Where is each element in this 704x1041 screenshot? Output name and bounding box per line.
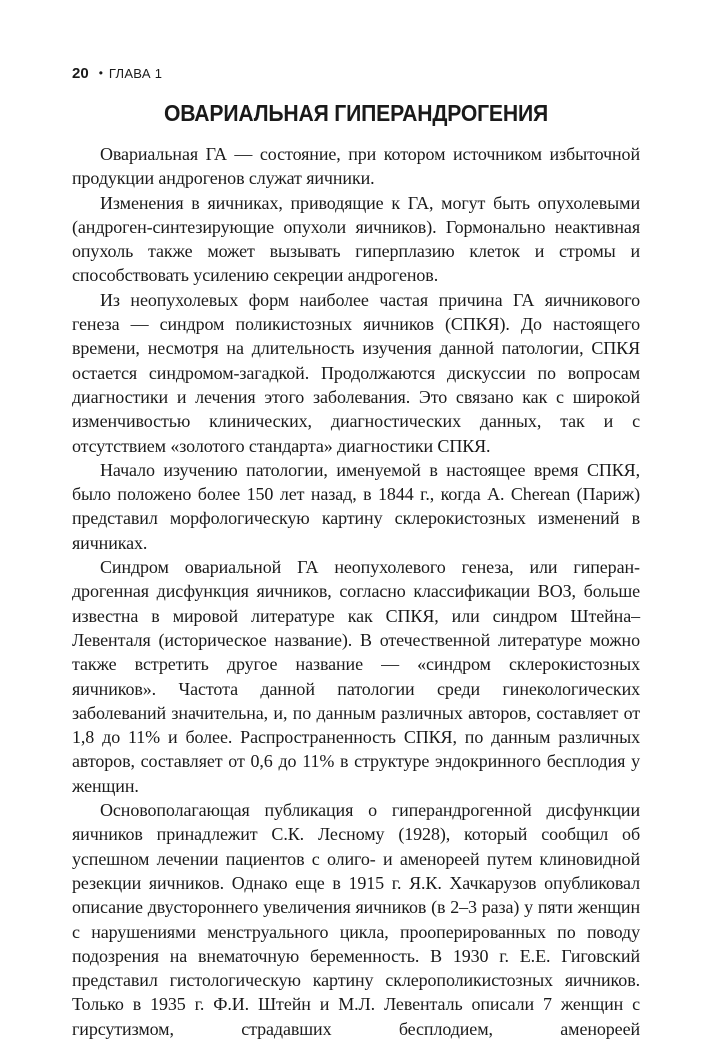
paragraph: Начало изучению патологии, именуемой в настоящее время СПКЯ, было положено более 150 лет назад, в 1844 г., когда A. Cherean (Париж) представил морфологическую картину склерокистозных изменений в яичниках. (72, 459, 640, 553)
paragraph: Овариальная ГА — состояние, при котором источником избыточной продукции андрогенов служат яичники. (72, 144, 640, 189)
chapter-label: ГЛАВА 1 (108, 66, 163, 81)
bullet-separator: • (98, 66, 103, 80)
paragraph: Синдром овариальной ГА неопухолевого генеза, или гиперандрогенная дисфункция яичников, согласно классификации ВОЗ, больше известна в мировой литературе как СПКЯ, или синдром Штейна–Левенталя (историческое название). В отечественной литературе можно также встретить другое название — «синдром склерокистозных яичников». Частота данной патологии среди гинекологических заболеваний значительна, и, по данным различных авторов, составляет от 1,8 до 11% и более. Распространенность СПКЯ, по данным различных авторов, составляет от 0,6 до 11% в структуре эндокринного бесплодия у женщин. (72, 557, 640, 796)
paragraph: Изменения в яичниках, приводящие к ГА, могут быть опухолевыми (андроген-синтезирующие опухоли яичников). Гормонально неактивная опухоль также может вызывать гиперплазию клеток и стромы и способствовать усилению секреции андрогенов. (72, 192, 640, 286)
running-head (72, 64, 162, 83)
body-text (72, 142, 640, 1041)
paragraph: Из неопухолевых форм наиболее частая причина ГА яичникового генеза — синдром поликистозных яичников (СПКЯ). До настоящего времени, несмотря на длительность изучения данной патологии, СПКЯ остается синдромом-загадкой. Продолжаются дискуссии по вопросам диагностики и лечения этого заболевания. Это связано как с широкой изменчивостью клинических, диагностических данных, так и с отсутствием «золотого стандарта» диагностики СПКЯ. (72, 289, 640, 456)
paragraph: Основополагающая публикация о гиперандрогенной дисфункции яичников принадлежит С.К. Лесному (1928), который сообщил об успешном лечении пациентов с олиго- и аменореей путем клиновидной резекции яичников. Однако еще в 1915 г. Я.К. Хачкарузов опубликовал описание двустороннего увеличения яичников (в 2–3 раза) у пяти женщин с нарушениями менструального цикла, прооперированных по поводу подозрения на внематочную беременность. В 1930 г. Е.Е. Гиговский представил гистологическую картину склерополикистозных яичников. Только в 1935 г. Ф.И. Штейн и М.Л. Левенталь описали 7 женщин с гирсутизмом, страдавших бесплодием, аменореей (72, 800, 640, 1039)
section-title: ОВАРИАЛЬНАЯ ГИПЕРАНДРОГЕНИЯ (163, 100, 549, 126)
page-number: 20 (72, 65, 89, 82)
